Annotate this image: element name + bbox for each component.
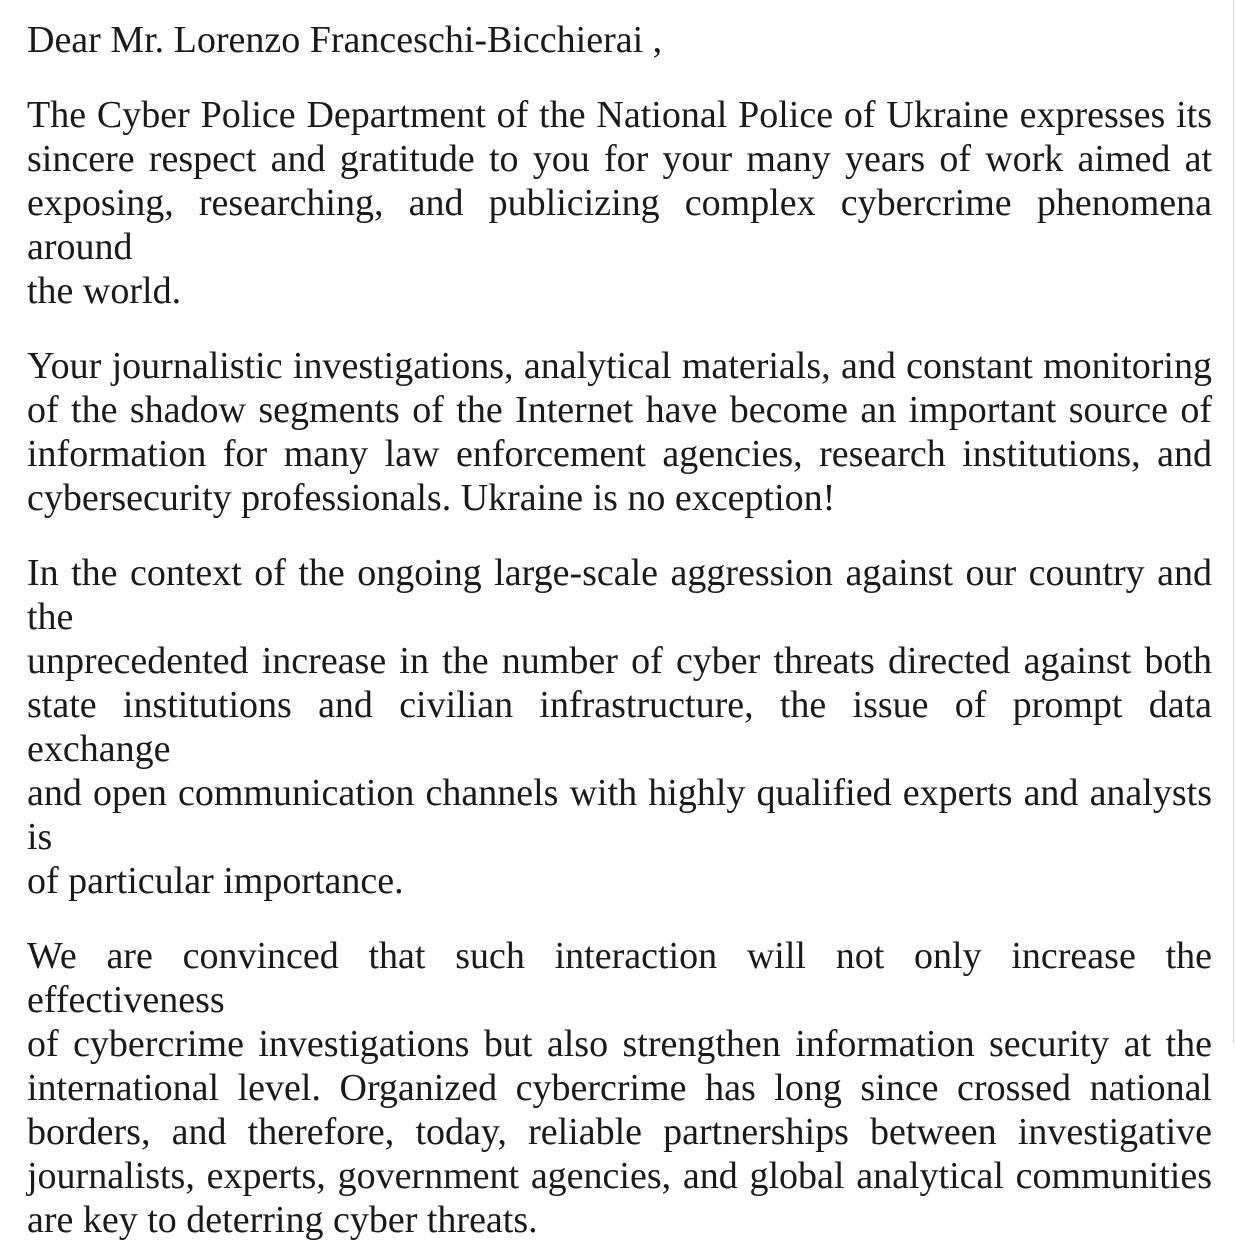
paragraph	[27, 551, 1212, 903]
letter-line: We are convinced that such interaction will not only increase the effectiveness	[27, 935, 1212, 1021]
letter-line: international level. Organized cybercrime has long since crossed national	[27, 1067, 1212, 1109]
letter-line: In the context of the ongoing large-scale aggression against our country and the	[27, 552, 1212, 638]
paragraph	[27, 344, 1212, 520]
letter-line: and open communication channels with highly qualified experts and analysts is	[27, 772, 1212, 858]
letter-line: state institutions and civilian infrastructure, the issue of prompt data exchange	[27, 684, 1212, 770]
letter-line: Your journalistic investigations, analytical materials, and constant monitoring	[27, 345, 1212, 387]
letter-line: journalists, experts, government agencies, and global analytical communities	[27, 1155, 1212, 1197]
letter-body	[27, 18, 1212, 1242]
letter-line: The Cyber Police Department of the National Police of Ukraine expresses its	[27, 94, 1212, 136]
letter-line: information for many law enforcement agencies, research institutions, and	[27, 433, 1212, 475]
letter-line: borders, and therefore, today, reliable partnerships between investigative	[27, 1111, 1212, 1153]
paragraph	[27, 18, 1212, 62]
letter-line: of cybercrime investigations but also strengthen information security at the	[27, 1023, 1212, 1065]
letter-line: unprecedented increase in the number of cyber threats directed against both	[27, 640, 1212, 682]
letter-line: exposing, researching, and publicizing complex cybercrime phenomena around	[27, 182, 1212, 268]
letter-line: Dear Mr. Lorenzo Franceschi-Bicchierai ,	[27, 19, 663, 61]
letter-line: sincere respect and gratitude to you for your many years of work aimed at	[27, 138, 1212, 180]
letter-line: cybersecurity professionals. Ukraine is no exception!	[27, 477, 836, 519]
paragraph	[27, 934, 1212, 1242]
page-edge-divider	[1233, 0, 1234, 1042]
letter-line: the world.	[27, 270, 182, 312]
letter-line: of the shadow segments of the Internet have become an important source of	[27, 389, 1212, 431]
letter-line: are key to deterring cyber threats.	[27, 1199, 538, 1241]
paragraph	[27, 93, 1212, 313]
letter-line: of particular importance.	[27, 860, 404, 902]
